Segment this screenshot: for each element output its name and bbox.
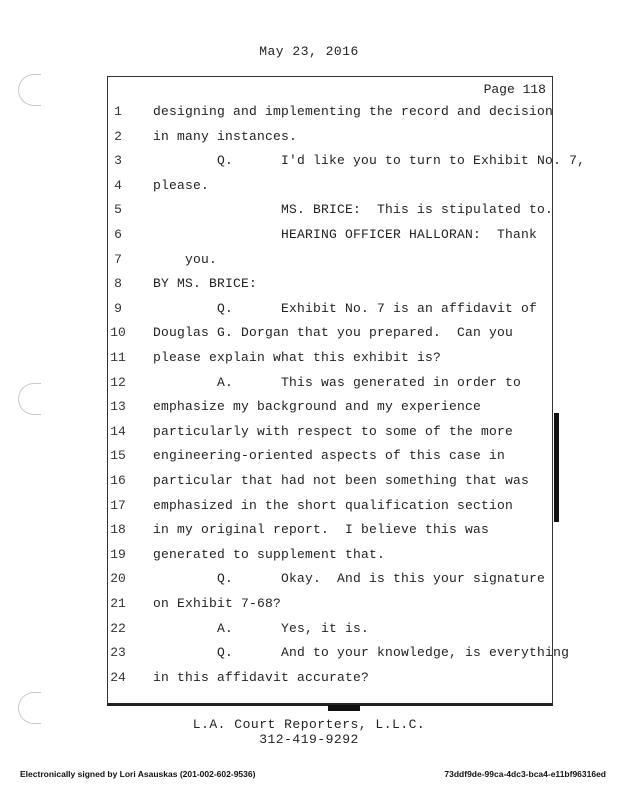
line-text: A. This was generated in order to xyxy=(153,374,522,390)
line-text: Q. I'd like you to turn to Exhibit No. 7, xyxy=(153,153,586,169)
line-text: BY MS. BRICE: xyxy=(153,276,258,292)
line-text: Q. And to your knowledge, is everything xyxy=(153,645,570,661)
line-text: A. Yes, it is. xyxy=(153,620,370,636)
page-date: May 23, 2016 xyxy=(259,44,359,59)
transcript-line xyxy=(0,350,618,374)
line-number: 4 xyxy=(114,177,122,193)
transcript-line xyxy=(0,498,618,522)
line-number: 9 xyxy=(114,300,122,316)
transcript-line xyxy=(0,670,618,694)
transcript-line xyxy=(0,227,618,251)
transcript-line xyxy=(0,129,618,153)
line-number: 14 xyxy=(110,423,126,439)
transcript-line xyxy=(0,325,618,349)
line-text: in many instances. xyxy=(153,128,298,144)
transcript-line xyxy=(0,399,618,423)
line-number: 18 xyxy=(110,522,126,538)
transcript-line xyxy=(0,178,618,202)
line-text: in my original report. I believe this was xyxy=(153,522,490,538)
line-number: 23 xyxy=(110,645,126,661)
transcript-line xyxy=(0,547,618,571)
line-text: Douglas G. Dorgan that you prepared. Can you xyxy=(153,325,514,341)
transcript-line xyxy=(0,473,618,497)
line-text: HEARING OFFICER HALLORAN: Thank xyxy=(153,227,538,242)
line-number: 1 xyxy=(114,104,122,119)
transcript-line xyxy=(0,276,618,300)
line-text: on Exhibit 7-68? xyxy=(153,596,282,611)
line-number: 24 xyxy=(110,669,126,685)
transcript-line xyxy=(0,448,618,472)
line-number: 20 xyxy=(110,571,126,587)
transcript-line xyxy=(0,621,618,645)
transcript-line xyxy=(0,522,618,546)
line-number: 17 xyxy=(110,497,126,513)
line-number: 8 xyxy=(114,276,122,292)
line-number: 7 xyxy=(114,251,122,267)
line-text: MS. BRICE: This is stipulated to. xyxy=(153,202,554,218)
line-text: please. xyxy=(153,177,210,193)
transcript-line xyxy=(0,645,618,669)
line-number: 6 xyxy=(114,227,122,242)
line-text: engineering-oriented aspects of this case in xyxy=(153,448,506,464)
line-number: 15 xyxy=(110,448,126,464)
line-text: generated to supplement that. xyxy=(153,546,386,562)
transcript-line xyxy=(0,252,618,276)
line-number: 3 xyxy=(114,153,122,169)
transcript-line xyxy=(0,301,618,325)
line-text: designing and implementing the record and decision xyxy=(153,104,554,119)
line-number: 2 xyxy=(114,128,122,144)
transcript-line xyxy=(0,571,618,595)
transcript-line xyxy=(0,104,618,128)
line-text: you. xyxy=(153,251,218,267)
frame-bottom-tab xyxy=(328,705,360,711)
binder-hole-top xyxy=(18,74,41,106)
transcript-line xyxy=(0,153,618,177)
line-number: 21 xyxy=(110,596,126,611)
line-text: please explain what this exhibit is? xyxy=(153,350,442,365)
line-number: 16 xyxy=(110,473,126,488)
page-number: Page 118 xyxy=(483,82,546,97)
line-text: emphasized in the short qualification section xyxy=(153,497,514,513)
line-number: 5 xyxy=(114,202,122,218)
transcript-line xyxy=(0,596,618,620)
transcript-line xyxy=(0,424,618,448)
line-text: Q. Exhibit No. 7 is an affidavit of xyxy=(153,300,538,316)
line-text: emphasize my background and my experience xyxy=(153,399,482,415)
line-text: particular that had not been something that was xyxy=(153,473,530,488)
esign-note: Electronically signed by Lori Asauskas (201-002-602-9536) xyxy=(20,769,256,779)
transcript-line xyxy=(0,202,618,226)
line-number: 10 xyxy=(110,325,126,341)
line-number: 19 xyxy=(110,546,126,562)
document-hash: 73ddf9de-99ca-4dc3-bca4-e11bf96316ed xyxy=(444,769,606,779)
line-number: 22 xyxy=(110,620,126,636)
line-text: particularly with respect to some of the more xyxy=(153,423,514,439)
footer-phone: 312-419-9292 xyxy=(259,732,359,747)
line-text: Q. Okay. And is this your signature xyxy=(153,571,546,587)
transcript-line xyxy=(0,375,618,399)
line-number: 11 xyxy=(110,350,126,365)
line-number: 13 xyxy=(110,399,126,415)
line-number: 12 xyxy=(110,374,126,390)
line-text: in this affidavit accurate? xyxy=(153,669,370,685)
footer-company: L.A. Court Reporters, L.L.C. xyxy=(192,717,426,732)
